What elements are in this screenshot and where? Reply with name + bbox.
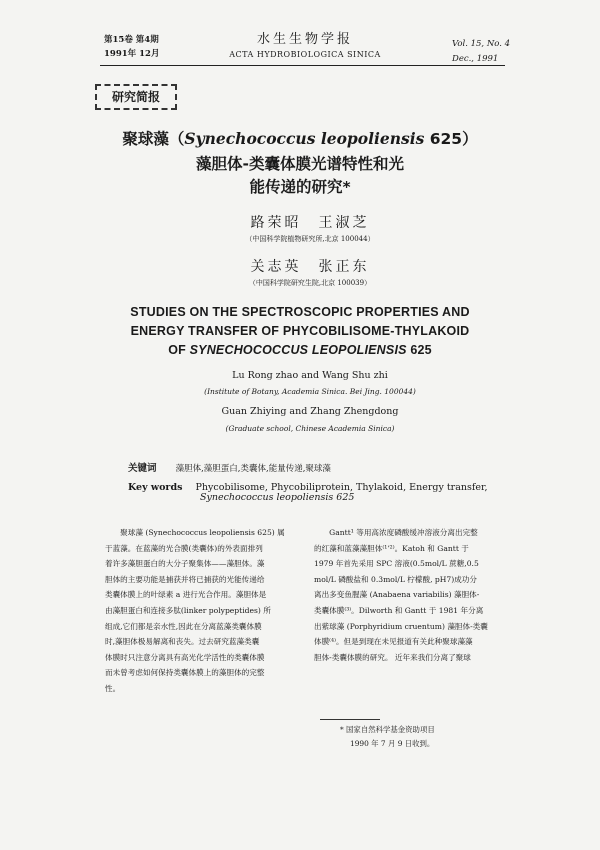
title-cn-line2: 藻胆体-类囊体膜光谱特性和光 bbox=[196, 155, 404, 173]
title-en-of: OF bbox=[168, 343, 190, 357]
body-line: mol/L 磷酸盐和 0.3mol/L 柠檬酸, pH7)成功分 bbox=[314, 574, 477, 584]
body-line: 胆体-类囊体膜的研究。 近年来我们分离了聚球 bbox=[314, 652, 471, 662]
keywords-en-text-continued: Synechococcus leopoliensis 625 bbox=[200, 492, 355, 503]
keywords-cn-text: 藻胆体,藻胆蛋白,类囊体,能量传递,聚球藻 bbox=[175, 464, 331, 474]
issue-date: 1991年 12月 bbox=[104, 49, 160, 59]
body-line: 组成,它们都是亲水性,因此在分离蓝藻类囊体膜 bbox=[105, 621, 262, 631]
title-en-species: SYNECHOCOCCUS LEOPOLIENSIS bbox=[189, 343, 407, 357]
issue-info-en bbox=[452, 37, 510, 67]
body-right-column bbox=[314, 525, 506, 665]
issue-volume: 第15卷 第4期 bbox=[104, 35, 159, 45]
issue-volume-en: Vol. 15, No. 4 bbox=[452, 39, 511, 49]
section-tag: 研究简报 bbox=[95, 84, 177, 110]
journal-title-en: ACTA HYDROBIOLOGICA SINICA bbox=[229, 50, 381, 59]
keywords-en-text: Phycobilisome, Phycobiliprotein, Thylakoid, Energy transfer, bbox=[195, 482, 488, 493]
footnote-funding: * 国家自然科学基金资助项目 bbox=[340, 725, 435, 734]
issue-date-en: Dec., 1991 bbox=[452, 54, 499, 64]
body-line: 而未曾考虑如何保持类囊体膜上的藻胆体的完整 bbox=[105, 668, 265, 678]
body-line: 1979 年首先采用 SPC 溶液(0.5mol/L 蔗糖,0.5 bbox=[314, 559, 479, 569]
keywords-cn-label: 关键词 bbox=[128, 463, 157, 474]
body-line: 体膜⁽⁴⁾。但是到现在未见报道有关此种聚球藻藻 bbox=[314, 637, 473, 647]
title-en-strain: 625 bbox=[406, 343, 432, 357]
body-line: 体膜时只注意分离具有高光化学活性的类囊体膜 bbox=[105, 652, 265, 662]
title-cn-species: Synechococcus leopoliensis bbox=[184, 129, 425, 148]
title-cn-strain: 625） bbox=[424, 130, 478, 148]
journal-title bbox=[215, 32, 395, 62]
body-line: 由藻胆蛋白和连接多肽(linker polypeptides) 所 bbox=[105, 605, 271, 615]
body-line: 胆体的主要功能是捕获并将已捕获的光能传递给 bbox=[105, 574, 265, 584]
body-line: 类囊体膜上的叶绿素 a 进行光合作用。藻胆体是 bbox=[105, 590, 267, 600]
authors-en-group1: Lu Rong zhao and Wang Shu zhi bbox=[232, 370, 388, 381]
affiliation-cn-1: （中国科学院植物研究所,北京 100044） bbox=[245, 235, 375, 243]
title-en-line2: ENERGY TRANSFER OF PHYCOBILISOME-THYLAKOID bbox=[130, 324, 470, 338]
body-line: 类囊体膜⁽³⁾。Dilworth 和 Gantt 于 1981 年分离 bbox=[314, 605, 484, 615]
keywords-cn bbox=[128, 456, 331, 475]
authors-cn-group1: 路荣昭 王淑芝 bbox=[250, 215, 370, 231]
footnote-divider bbox=[320, 719, 380, 720]
authors-en-group2: Guan Zhiying and Zhang Zhengdong bbox=[221, 406, 399, 417]
journal-title-cn: 水生生物学报 bbox=[256, 32, 353, 47]
title-cn-line3: 能传递的研究* bbox=[249, 178, 351, 196]
footnote-received: 1990 年 7 月 9 日收到。 bbox=[350, 739, 435, 748]
body-line: 的红藻和蓝藻藻胆体⁽¹ʼ²⁾。Katoh 和 Gantt 于 bbox=[314, 543, 469, 553]
body-line: 着许多藻胆蛋白的大分子聚集体——藻胆体。藻 bbox=[105, 559, 265, 569]
body-line: 性。 bbox=[105, 683, 121, 693]
title-en-line3 bbox=[95, 341, 505, 360]
body-line: 时,藻胆体极易解离和丧失。过去研究蓝藻类囊 bbox=[105, 637, 260, 647]
keywords-en-label: Key words bbox=[128, 482, 183, 493]
title-cn-prefix: 聚球藻（ bbox=[122, 130, 185, 148]
title-en-line1: STUDIES ON THE SPECTROSCOPIC PROPERTIES AND bbox=[130, 305, 470, 319]
issue-info bbox=[104, 33, 159, 61]
body-left-column bbox=[105, 525, 300, 697]
header-divider bbox=[100, 65, 505, 66]
affiliation-en-1: (Institute of Botany, Academia Sinica. Bei Jing. 100044) bbox=[204, 387, 416, 396]
body-line: 于蓝藻。在蓝藻的光合膜(类囊体)的外表面排列 bbox=[105, 543, 263, 553]
affiliation-cn-2: （中国科学院研究生院,北京 100039） bbox=[248, 279, 372, 287]
body-line: 聚球藻 (Synechococcus leopoliensis 625) 属 bbox=[105, 528, 285, 537]
title-cn-line1 bbox=[95, 128, 505, 150]
authors-cn-group2: 关志英 张正东 bbox=[250, 259, 370, 275]
body-line: Gantt¹ 等用高浓度磷酸缓冲溶液分离出完整 bbox=[314, 528, 478, 537]
body-line: 出紫球藻 (Porphyridium cruentum) 藻胆体-类囊 bbox=[314, 621, 488, 631]
affiliation-en-2: (Graduate school, Chinese Academia Sinica) bbox=[225, 424, 395, 433]
body-line: 离出多变鱼腥藻 (Anabaena variabilis) 藻胆体- bbox=[314, 590, 480, 600]
